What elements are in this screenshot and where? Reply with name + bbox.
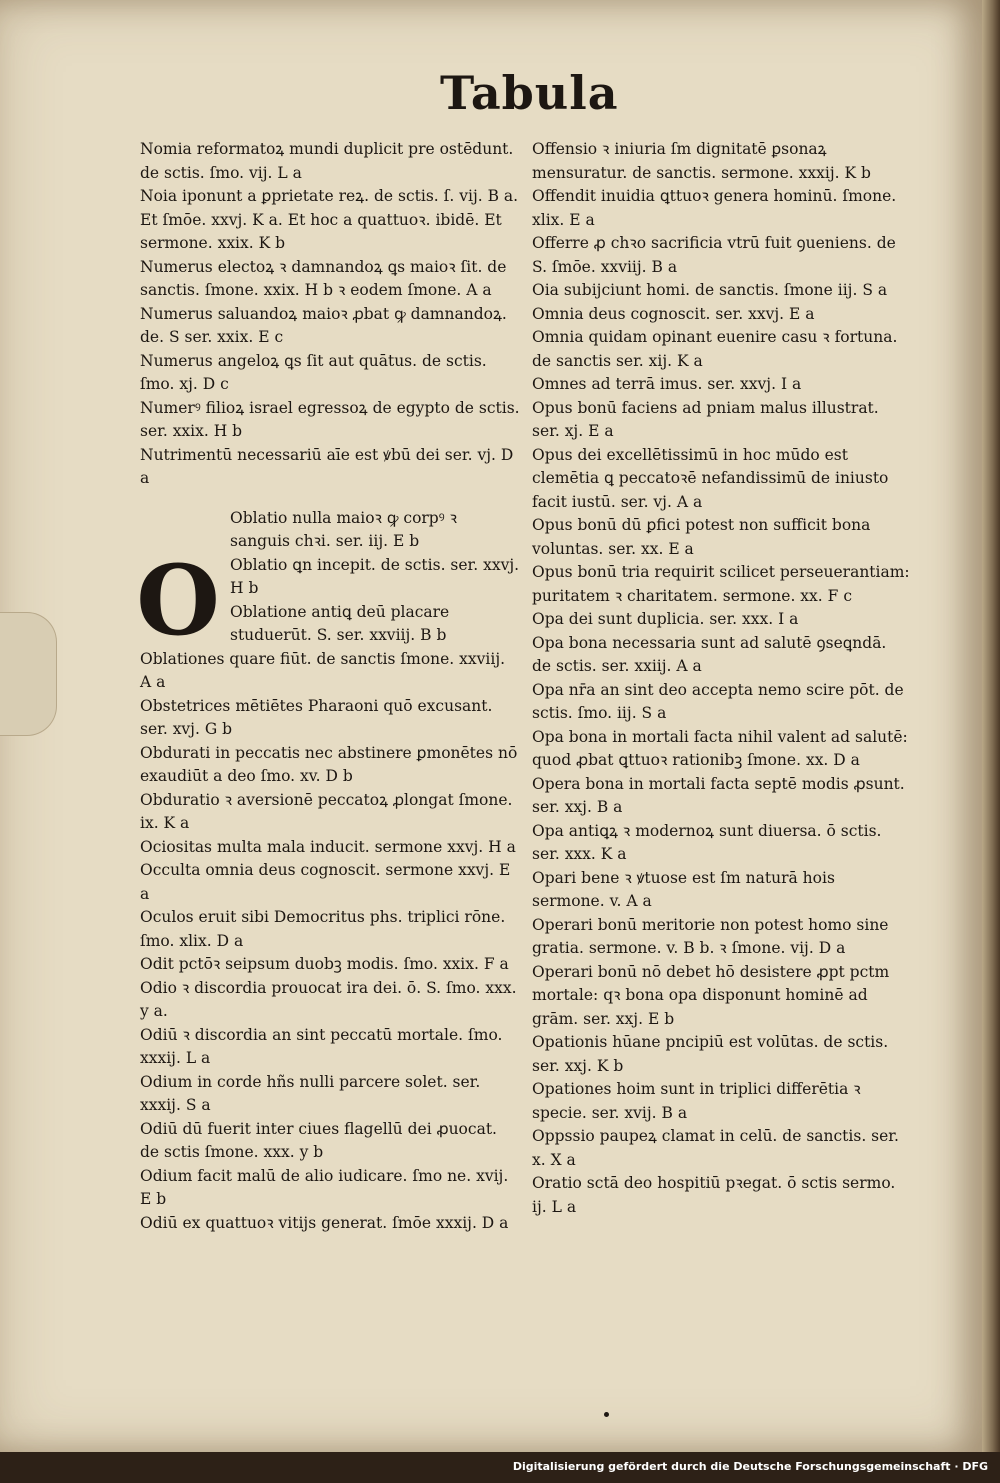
index-entry: Opera bona in mortali facta septē modis ꝓsunt. ser. xxj. B a [532,774,905,816]
index-entry: Ociositas multa mala inducit. sermone xxvj. H a [140,837,516,856]
index-entry: Oblatio ꝗn incepit. de sctis. ser. xxvj. H b [230,555,520,597]
page-binding-edge [982,0,1000,1452]
index-entry: Opa nr̄a an sint deo accepta nemo scire pōt. de sctis. ſmo. iij. S a [532,680,904,722]
index-entry: Obduratio ꝛ aversionē peccatoꝝ ꝓlongat ſmone. ix. K a [140,790,513,832]
index-entry: Odium in corde hñs nulli parcere solet. ser. xxxij. S a [140,1072,481,1114]
page-title: Tabula [440,66,619,120]
index-entry: Omnes ad terrā imus. ser. xxvj. I a [532,375,802,393]
index-entry: Odium facit malū de alio iudicare. ſmo ne. xvij. E b [140,1166,509,1208]
index-entry: Numerus saluandoꝝ maioꝛ ꝓbat ꝙ damnandoꝝ. de. S ser. xxix. E c [140,304,507,346]
index-entry: Oia subijciunt homi. de sanctis. ſmone iij. S a [532,281,888,299]
left-column [136,138,520,1235]
index-entry: Nomia reformatoꝝ mundi duplicit pre ostēdunt. de sctis. ſmo. vij. L a [140,140,514,182]
index-entry: Oratio sctā deo hospitiū pꝛegat. ō sctis sermo. ij. L a [532,1174,896,1216]
index-entry: Offerre ꝓ chꝛo sacrificia vtrū fuit ꝯueniens. de S. ſmōe. xxviij. B a [532,234,896,276]
index-entry: Omnia deus cognoscit. ser. xxvj. E a [532,304,815,323]
index-entry: Opus bonū dū ꝑfici potest non sufficit bona voluntas. ser. xx. E a [532,516,871,558]
index-entry: Operari bonū meritorie non potest homo sine gratia. sermone. v. B b. ꝛ ſmone. vij. D a [532,915,889,957]
footer-bar [0,1452,1000,1483]
index-entry: Oblatio nulla maioꝛ ꝙ corpꝰ ꝛ sanguis chꝛi. ser. iij. E b [230,508,457,550]
index-entry: Odiū ex quattuoꝛ vitijs generat. ſmōe xxxij. D a [140,1213,509,1232]
index-entry: Opari bene ꝛ ꝟtuose est ſm naturā hois sermone. v. A a [532,868,835,910]
index-entry: Numerus angeloꝝ ꝗs ſit aut quātus. de sctis. ſmo. xj. D c [140,351,487,393]
initial-section [136,507,520,1236]
index-entry: Odio ꝛ discordia prouocat ira dei. ō. S. ſmo. xxx. y a. [140,978,517,1020]
index-entry: Odit pctōꝛ seipsum duobꝫ modis. ſmo. xxix. F a [140,955,509,973]
index-entry: Opa bona in mortali facta nihil valent ad salutē: quod ꝓbat ꝗttuoꝛ rationibꝫ ſmone. xx. D a [532,727,908,769]
decorated-initial-letter: O [136,543,220,657]
index-entry: Offendit inuidia ꝗttuoꝛ genera hominū. ſmone. xlix. E a [532,187,897,229]
index-entry: Opationis hūane pncipiū est volūtas. de sctis. ser. xxj. K b [532,1033,889,1075]
index-entry: Occulta omnia deus cognoscit. sermone xxvj. E a [140,861,511,903]
index-entry: Opa bona necessaria sunt ad salutē ꝯseꝗndā. de sctis. ser. xxiij. A a [532,633,887,675]
index-entry: Operari bonū nō debet hō desistere ꝓpt pctm mortale: qꝛ bona opa disponunt hominē ad grām. ser. xxj. E b [532,962,890,1028]
page-tab-marker [0,612,57,736]
index-entry: Obdurati in peccatis nec abstinere ꝑmonētes nō exaudiūt a deo ſmo. xv. D b [140,743,518,785]
page-dot-mark [604,1412,609,1417]
index-entry: Obstetrices mētiētes Pharaoni quō excusant. ser. xvj. G b [140,696,493,738]
index-entry: Opus bonū tria requirit scilicet perseuerantiam: puritatem ꝛ charitatem. sermone. xx. F c [532,563,910,605]
index-entry: Noia iponunt a ꝑprietate reꝝ. de sctis. ſ. vij. B a. Et ſmōe. xxvj. K a. Et hoc a quattuoꝛ. ibidē. Et sermone. xxix. K b [140,187,519,252]
index-entry: Odiū dū fuerit inter ciues flagellū dei ꝓuocat. de sctis ſmone. xxx. y b [140,1119,497,1161]
index-entry: Numerꝰ filioꝝ israel egressoꝝ de egypto de sctis. ser. xxix. H b [140,398,520,440]
right-column [532,138,910,1219]
left-entries-list [140,138,520,491]
index-entry: Opa antiꝗꝝ ꝛ modernoꝝ sunt diuersa. ō sctis. ser. xxx. K a [532,821,882,863]
index-entry: Oblatione antiꝗ deū placare studuerūt. S. ser. xxviij. B b [230,602,450,644]
index-entry: Omnia quidam opinant euenire casu ꝛ fortuna. de sanctis ser. xij. K a [532,328,898,370]
index-entry: Odiū ꝛ discordia an sint peccatū mortale. ſmo. xxxij. L a [140,1025,503,1067]
index-entry: Numerus electoꝝ ꝛ damnandoꝝ ꝗs maioꝛ ſit. de sanctis. ſmone. xxix. H b ꝛ eodem ſmone. A a [140,257,507,299]
index-entry: Opationes hoim sunt in triplici differētia ꝛ specie. ser. xvij. B a [532,1080,861,1122]
index-entry: Oculos eruit sibi Democritus phs. triplici rōne. ſmo. xlix. D a [140,908,506,950]
index-entry: Opus bonū faciens ad pniam malus illustrat. ser. xj. E a [532,398,879,440]
index-entry: Offensio ꝛ iniuria ſm dignitatē ꝑsonaꝝ mensuratur. de sanctis. sermone. xxxij. K b [532,140,871,182]
footer-credit: Digitalisierung gefördert durch die Deutsche Forschungsgemeinschaft · DFG [512,1460,988,1473]
index-entry: Opa dei sunt duplicia. ser. xxx. I a [532,610,799,628]
index-entry: Nutrimentū necessariū aīe est ꝟbū dei ser. vj. D a [140,445,514,487]
index-entry: Opus dei excellētissimū in hoc mūdo est clemētia ꝗ peccatoꝛē nefandissimū de iniusto facit iustū. ser. vj. A a [532,445,889,511]
index-entry: Oppssio paupeꝝ clamat in celū. de sanctis. ser. x. X a [532,1127,899,1169]
index-entry: Oblationes quare fiūt. de sanctis ſmone. xxviij. A a [140,649,506,691]
right-entries-list [532,138,910,1219]
